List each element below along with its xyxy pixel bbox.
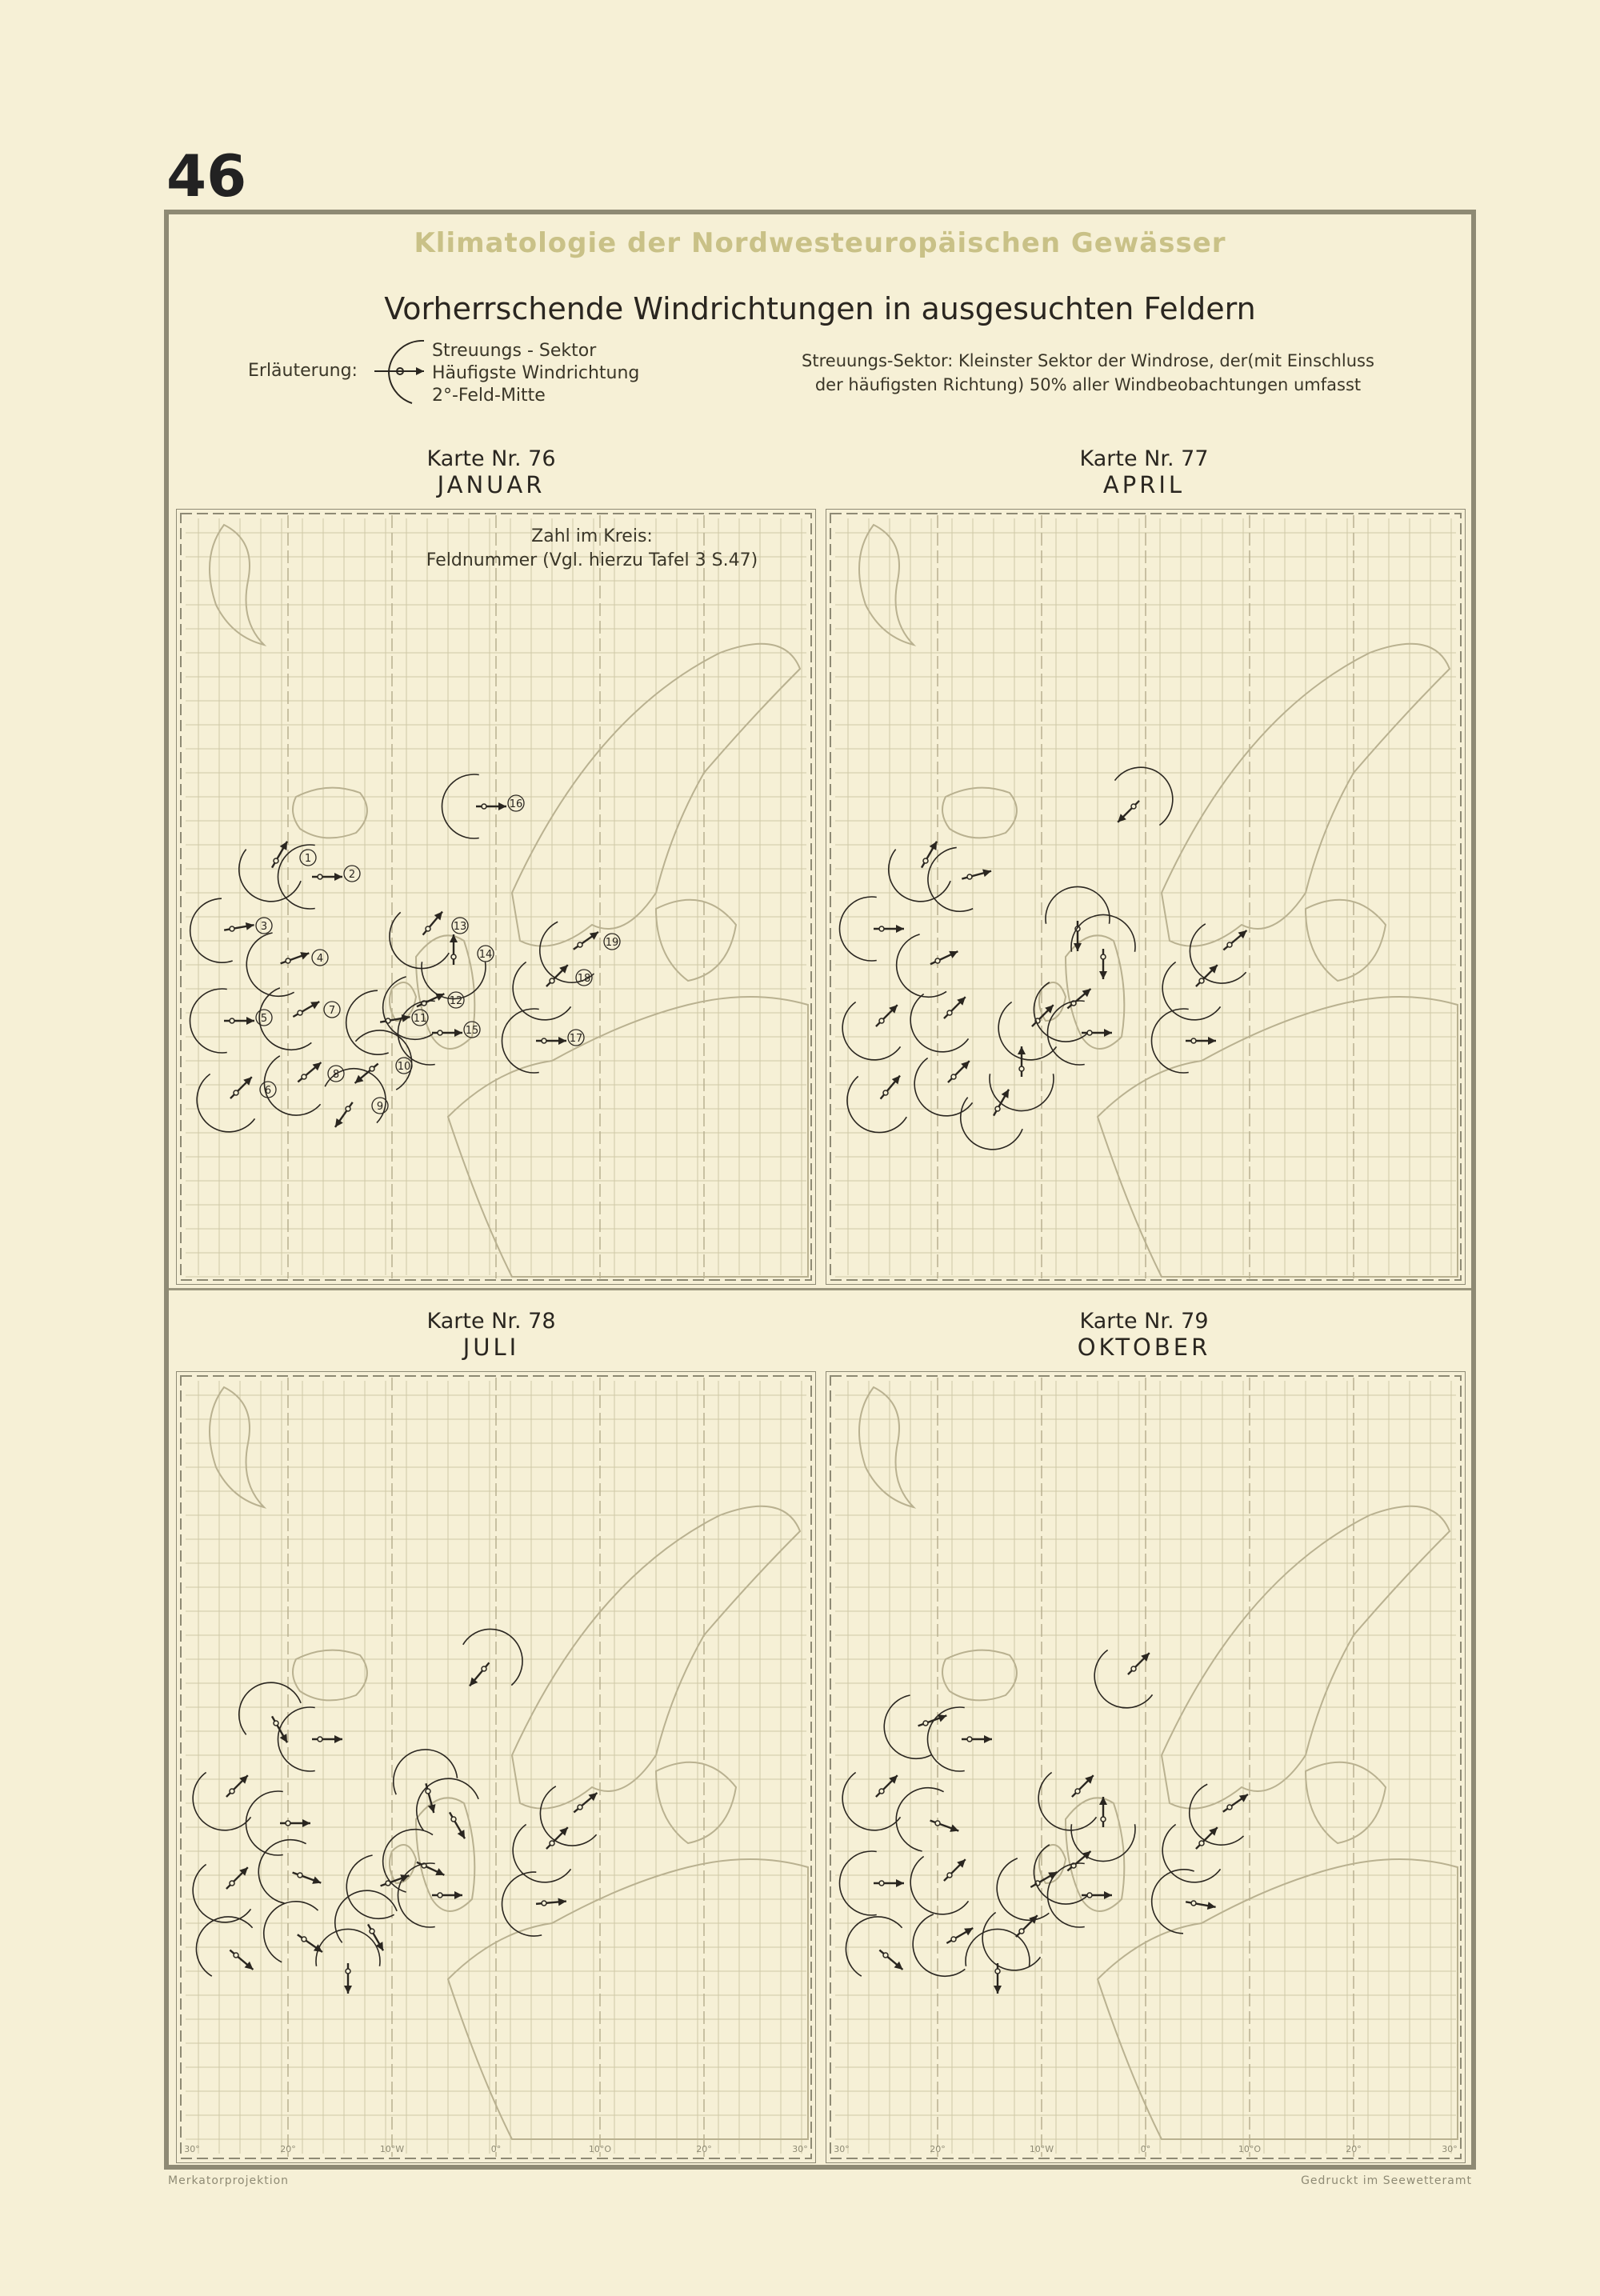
streuungs-sektor-arc	[264, 1902, 318, 1962]
legend-label: Erläuterung:	[248, 361, 358, 381]
footer-printer: Gedruckt im Seewetteramt	[1301, 2174, 1472, 2187]
iceland-coast	[293, 788, 367, 838]
streuungs-sektor-arc	[258, 1840, 306, 1903]
wind-symbol	[1038, 1772, 1096, 1830]
feld-mitte-marker	[438, 1893, 442, 1898]
feld-mitte-marker	[482, 804, 486, 809]
baltic-coast	[1306, 1762, 1386, 1843]
feld-mitte-marker	[1191, 1038, 1196, 1043]
field-number: 3	[260, 921, 268, 933]
feld-mitte-marker	[935, 1821, 940, 1826]
streuungs-sektor-arc	[966, 1929, 1030, 1966]
streuungs-sektor-arc	[540, 1786, 596, 1846]
field-number: 14	[478, 949, 493, 961]
wind-map-januar	[176, 509, 816, 1285]
arrow-head-icon	[454, 1891, 462, 1899]
field-number: 8	[332, 1069, 340, 1081]
wind-symbol	[982, 1912, 1040, 1970]
streuungs-sektor-arc	[1046, 886, 1110, 923]
feld-mitte-marker	[451, 954, 456, 959]
arrow-head-icon	[896, 925, 904, 933]
field-number: 13	[453, 921, 467, 933]
wind-symbol	[1071, 914, 1135, 979]
wind-symbol	[193, 1864, 250, 1922]
arrow-head-icon	[1099, 971, 1107, 979]
feld-mitte-marker	[879, 1018, 884, 1023]
field-number: 10	[397, 1061, 411, 1073]
axis-tick-label: 10°O	[588, 2144, 612, 2154]
streuungs-sektor-arc	[264, 1056, 320, 1115]
iceland-coast	[293, 1650, 367, 1701]
feld-mitte-marker	[542, 1901, 546, 1906]
zahl-note-line2: Feldnummer (Vgl. hierzu Tafel 3 S.47)	[426, 550, 758, 570]
feld-mitte-marker	[879, 1789, 884, 1794]
arrow-head-icon	[498, 802, 506, 810]
legend-note-line2: der häufigsten Richtung) 50% aller Windbeobachtungen umfasst	[814, 375, 1362, 394]
feld-mitte-marker	[370, 1929, 374, 1934]
feld-mitte-marker	[883, 1953, 888, 1958]
axis-tick-label: 20°	[930, 2144, 946, 2154]
wind-symbol	[442, 774, 524, 838]
british-isles-coast	[416, 1798, 474, 1911]
legend-item-haeufigste-windrichtung: Häufigste Windrichtung	[432, 363, 640, 383]
zahl-im-kreis-note	[416, 525, 768, 573]
field-number: 12	[449, 995, 463, 1007]
axis-tick-label: 20°	[1346, 2144, 1362, 2154]
feld-mitte-marker	[482, 1666, 486, 1671]
feld-mitte-marker	[438, 1030, 442, 1035]
feld-mitte-marker	[298, 1873, 302, 1878]
feld-mitte-marker	[1019, 1929, 1024, 1934]
main-title: Vorherrschende Windrichtungen in ausgesuchten Feldern	[384, 291, 1256, 326]
arrow-head-icon	[590, 932, 598, 940]
feld-mitte-marker	[883, 1090, 888, 1095]
streuungs-sektor-arc	[346, 1855, 394, 1918]
feld-mitte-marker	[426, 926, 430, 931]
feld-mitte-marker	[230, 1789, 234, 1794]
arrow-head-icon	[1239, 1794, 1248, 1802]
field-number: 5	[260, 1013, 268, 1025]
streuungs-sektor-arc	[896, 1788, 943, 1851]
panel-caption-juli	[291, 1309, 691, 1361]
feld-mitte-marker	[947, 1873, 952, 1878]
feld-mitte-marker	[1019, 1066, 1024, 1071]
bottom-axis-labels	[184, 2144, 808, 2154]
wind-symbol	[839, 897, 904, 961]
feld-mitte-marker	[451, 1817, 456, 1822]
wind-map-oktober	[826, 1371, 1466, 2163]
field-number: 17	[569, 1033, 583, 1045]
feld-mitte-marker	[879, 1881, 884, 1886]
wind-symbol	[513, 1824, 570, 1882]
axis-tick-label: 20°	[280, 2144, 296, 2154]
feld-mitte-marker	[542, 1038, 546, 1043]
panel-divider	[169, 1288, 1471, 1290]
wind-symbol	[1190, 924, 1246, 983]
wind-symbol	[1190, 1784, 1248, 1845]
legend-item-feld-mitte: 2°-Feld-Mitte	[432, 386, 546, 406]
feld-mitte-marker	[318, 1737, 322, 1742]
wind-symbol	[1152, 1870, 1216, 1934]
greenland-coast	[210, 525, 264, 645]
wind-symbol	[1046, 886, 1110, 951]
streuungs-sektor-arc	[1071, 914, 1135, 951]
feld-mitte-marker	[274, 1721, 278, 1726]
wind-symbol	[847, 1076, 906, 1133]
greenland-coast	[210, 1387, 264, 1507]
arrow-head-icon	[1104, 1029, 1112, 1037]
streuungs-sektor-arc	[239, 850, 301, 902]
axis-tick-label: 30°	[184, 2144, 200, 2154]
wind-symbol	[463, 1629, 522, 1686]
feld-mitte-marker	[550, 1841, 554, 1846]
wind-symbol	[264, 1056, 344, 1115]
wind-map-april	[826, 509, 1466, 1285]
british-isles-coast	[1066, 935, 1124, 1049]
arrow-head-icon	[335, 1118, 343, 1127]
axis-tick-label: 10°O	[1238, 2144, 1262, 2154]
arrow-head-icon	[558, 1037, 566, 1045]
wind-symbol	[513, 962, 592, 1019]
axis-tick-label: 0°	[1140, 2144, 1151, 2154]
arrow-head-icon	[1208, 1037, 1216, 1045]
wind-symbol	[190, 898, 272, 962]
legend-symbol-icon	[368, 334, 432, 406]
legend-note	[768, 349, 1408, 397]
iceland-coast	[942, 788, 1017, 838]
panel-number: Karte Nr. 77	[1079, 446, 1209, 471]
wind-symbol	[540, 1786, 597, 1846]
streuungs-sektor-arc	[1071, 1824, 1135, 1861]
feld-mitte-marker	[426, 1789, 430, 1794]
wind-symbol	[839, 1851, 904, 1915]
panel-number: Karte Nr. 79	[1079, 1309, 1209, 1334]
arrow-head-icon	[344, 1986, 352, 1994]
wind-symbol	[196, 1917, 253, 1976]
field-number: 18	[577, 973, 591, 985]
panel-month: JULI	[462, 1334, 520, 1361]
arrow-head-icon	[454, 1029, 462, 1037]
wind-symbol	[1114, 767, 1172, 825]
feld-mitte-marker	[1199, 1841, 1204, 1846]
streuungs-sektor-arc	[884, 1695, 931, 1758]
field-number: 9	[376, 1101, 384, 1113]
feld-mitte-marker	[230, 1881, 234, 1886]
wind-symbol	[896, 1788, 958, 1851]
feld-mitte-marker	[578, 1805, 582, 1810]
axis-tick-label: 10°W	[1029, 2144, 1054, 2154]
streuungs-sektor-arc	[846, 1917, 902, 1976]
streuungs-sektor-arc	[839, 1851, 876, 1915]
feld-mitte-marker	[947, 1010, 952, 1015]
feld-mitte-marker	[1101, 954, 1106, 959]
feld-mitte-marker	[923, 1721, 928, 1726]
wind-symbol	[193, 1772, 250, 1830]
arrow-head-icon	[896, 1879, 904, 1887]
bottom-axis-labels	[834, 2144, 1458, 2154]
feld-mitte-marker	[346, 1969, 350, 1974]
wind-symbol	[914, 1058, 972, 1115]
feld-mitte-marker	[879, 926, 884, 931]
zahl-note-line1: Zahl im Kreis:	[531, 526, 653, 546]
feld-mitte-marker	[318, 874, 322, 879]
wind-symbol	[897, 934, 958, 997]
field-number: 6	[264, 1085, 272, 1097]
streuungs-sektor-arc	[1190, 1784, 1244, 1845]
series-title: Klimatologie der Nordwesteuropäischen Gewässer	[414, 227, 1226, 259]
wind-symbol	[258, 1840, 321, 1903]
field-number: 7	[328, 1005, 336, 1017]
field-number: 16	[509, 798, 523, 810]
feld-mitte-marker	[298, 1010, 302, 1015]
wind-symbol	[910, 994, 968, 1051]
arrow-head-icon	[1104, 1891, 1112, 1899]
wind-symbol	[990, 1046, 1054, 1111]
feld-mitte-marker	[995, 1969, 1000, 1974]
wind-map-juli	[176, 1371, 816, 2163]
footer-projection: Merkatorprojektion	[168, 2174, 290, 2187]
wind-symbol	[278, 845, 360, 909]
arrow-head-icon	[246, 922, 254, 930]
greenland-coast	[859, 525, 914, 645]
feld-mitte-marker	[935, 958, 940, 963]
arrow-head-icon	[246, 1017, 254, 1025]
feld-mitte-marker	[967, 1737, 972, 1742]
feld-mitte-marker	[923, 858, 928, 863]
british-isles-coast	[1066, 1798, 1124, 1911]
feld-mitte-marker	[302, 1074, 306, 1079]
axis-tick-label: 30°	[792, 2144, 808, 2154]
feld-mitte-marker	[995, 1106, 1000, 1111]
arrow-head-icon	[994, 1986, 1002, 1994]
streuungs-sektor-arc	[442, 774, 478, 838]
feld-mitte-marker	[346, 1106, 350, 1111]
wind-symbol	[961, 1090, 1022, 1150]
wind-symbol	[842, 1772, 900, 1830]
greenland-coast	[859, 1387, 914, 1507]
feld-mitte-marker	[230, 926, 234, 931]
field-number: 2	[348, 869, 356, 881]
streuungs-sektor-arc	[897, 934, 946, 997]
feld-mitte-marker	[370, 1066, 374, 1071]
field-number: 15	[465, 1025, 479, 1037]
streuungs-sektor-arc	[390, 912, 449, 968]
wind-symbol	[910, 1856, 968, 1914]
streuungs-sektor-arc	[927, 1707, 964, 1771]
page-number: 46	[166, 142, 247, 210]
panel-month: JANUAR	[437, 471, 546, 498]
panel-number: Karte Nr. 76	[426, 446, 556, 471]
feld-mitte-marker	[951, 1937, 956, 1942]
wind-symbol	[966, 1929, 1030, 1994]
wind-symbol	[398, 1001, 480, 1065]
wind-symbol	[846, 1917, 902, 1976]
field-number: 19	[605, 937, 619, 949]
wind-symbol	[316, 1929, 380, 1994]
feld-mitte-marker	[230, 1018, 234, 1023]
wind-symbols	[839, 767, 1246, 1150]
streuungs-sektor-arc	[196, 1917, 252, 1976]
wind-symbol	[913, 1914, 973, 1976]
arrow-head-icon	[334, 1735, 342, 1743]
panel-caption-januar	[291, 446, 691, 498]
arrow-head-icon	[1207, 1902, 1216, 1910]
wind-symbols	[190, 774, 620, 1132]
streuungs-sektor-arc	[1190, 924, 1246, 983]
wind-symbols	[193, 1629, 597, 1994]
legend-note-line1: Streuungs-Sektor: Kleinster Sektor der Windrose, der(mit Einschluss	[802, 351, 1374, 370]
arrow-head-icon	[1018, 1046, 1026, 1054]
legend-item-streuungs-sektor: Streuungs - Sektor	[432, 341, 597, 361]
feld-mitte-marker	[234, 1090, 238, 1095]
feld-mitte-marker	[1227, 1805, 1232, 1810]
panel-caption-april	[944, 446, 1344, 498]
feld-mitte-marker	[286, 1821, 290, 1826]
panel-number: Karte Nr. 78	[426, 1309, 556, 1334]
feld-mitte-marker	[286, 958, 290, 963]
feld-mitte-marker	[1191, 1901, 1196, 1906]
baltic-coast	[656, 900, 736, 981]
feld-mitte-marker	[1199, 978, 1204, 983]
field-grid	[186, 515, 806, 1278]
streuungs-sektor-arc	[839, 897, 876, 961]
wind-symbol	[346, 1855, 409, 1918]
feld-mitte-marker	[578, 942, 582, 947]
feld-mitte-marker	[1227, 942, 1232, 947]
feld-mitte-marker	[1101, 1817, 1106, 1822]
field-number: 11	[413, 1013, 427, 1025]
streuungs-sektor-arc	[889, 850, 950, 902]
feld-mitte-marker	[1087, 1893, 1092, 1898]
arrow-head-icon	[984, 1735, 992, 1743]
feld-mitte-marker	[951, 1074, 956, 1079]
wind-symbol	[842, 1002, 900, 1059]
baltic-coast	[1306, 900, 1386, 981]
iceland-coast	[942, 1650, 1017, 1701]
panel-month: OKTOBER	[1077, 1334, 1211, 1361]
feld-mitte-marker	[967, 874, 972, 879]
streuungs-sektor-arc	[190, 989, 226, 1053]
field-number: 4	[316, 953, 324, 965]
feld-mitte-marker	[274, 858, 278, 863]
wind-symbol	[1162, 1824, 1220, 1882]
wind-symbol	[502, 1009, 584, 1073]
feld-mitte-marker	[1131, 1666, 1136, 1671]
feld-mitte-marker	[1131, 804, 1136, 809]
streuungs-sektor-arc	[239, 1682, 301, 1734]
field-grid	[835, 515, 1456, 1278]
axis-tick-label: 30°	[1442, 2144, 1458, 2154]
feld-mitte-marker	[302, 1937, 306, 1942]
wind-symbols	[839, 1650, 1247, 1994]
streuungs-sektor-arc	[246, 1791, 282, 1855]
axis-tick-label: 10°W	[379, 2144, 405, 2154]
axis-tick-label: 0°	[490, 2144, 502, 2154]
baltic-coast	[656, 1762, 736, 1843]
wind-symbol	[355, 1030, 412, 1090]
wind-symbol	[264, 1902, 322, 1962]
arrow-head-icon	[334, 873, 342, 881]
axis-tick-label: 20°	[696, 2144, 712, 2154]
axis-tick-label: 30°	[834, 2144, 850, 2154]
panel-caption-oktober	[944, 1309, 1344, 1361]
streuungs-sektor-arc	[463, 1629, 522, 1685]
wind-symbol	[246, 1791, 310, 1855]
streuungs-sektor-arc	[928, 847, 973, 911]
field-number: 1	[304, 853, 312, 865]
arrow-head-icon	[302, 1819, 310, 1827]
streuungs-sektor-arc	[913, 1914, 965, 1976]
feld-mitte-marker	[550, 978, 554, 983]
wind-symbol	[1094, 1650, 1152, 1707]
panel-month: APRIL	[1102, 471, 1186, 498]
feld-mitte-marker	[1075, 1789, 1080, 1794]
feld-mitte-marker	[234, 1953, 238, 1958]
feld-mitte-marker	[1087, 1030, 1092, 1035]
streuungs-sektor-arc	[316, 1929, 380, 1966]
